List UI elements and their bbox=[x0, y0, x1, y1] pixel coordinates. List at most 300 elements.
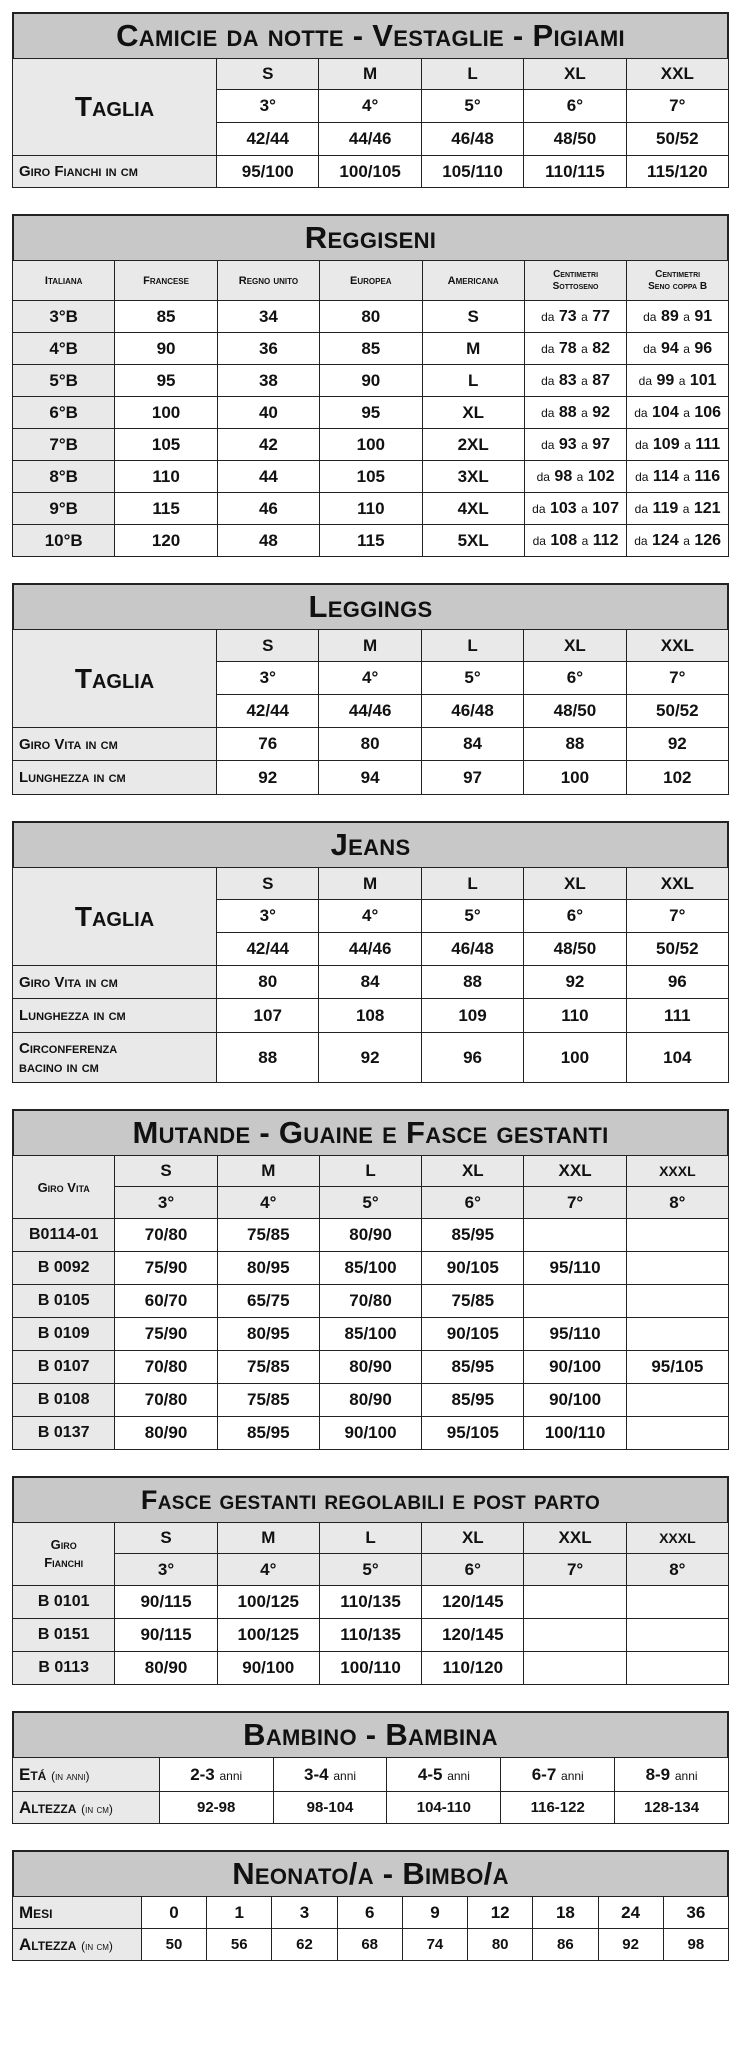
da-word: da bbox=[634, 405, 648, 420]
size-table bbox=[12, 867, 729, 1083]
section-reggiseni bbox=[12, 214, 729, 557]
section-jeans bbox=[12, 821, 729, 1083]
a-word: a bbox=[581, 373, 588, 388]
bra-row bbox=[13, 525, 729, 557]
age-cell bbox=[387, 1758, 501, 1792]
section-title: Fasce gestanti regolabili e post parto bbox=[12, 1476, 729, 1522]
it-size-cell: 8°B bbox=[13, 461, 115, 493]
range-to: 92 bbox=[592, 403, 611, 421]
value-cell: 100/125 bbox=[217, 1586, 319, 1619]
month-cell: 0 bbox=[141, 1897, 206, 1929]
taglia-label: Taglia bbox=[13, 630, 217, 728]
col-header: Italiana bbox=[13, 261, 115, 301]
section-neonato bbox=[12, 1850, 729, 1961]
a-word: a bbox=[683, 533, 690, 548]
value-cell: 88 bbox=[524, 728, 626, 761]
it-size-cell: 4° bbox=[319, 662, 421, 695]
it-size-cell: 4° bbox=[217, 1554, 319, 1586]
value-cell: 80/90 bbox=[115, 1652, 217, 1685]
product-code: B 0107 bbox=[13, 1351, 115, 1384]
it-size-cell: 6° bbox=[524, 662, 626, 695]
product-code: B 0151 bbox=[13, 1619, 115, 1652]
value-cell: XL bbox=[422, 397, 524, 429]
value-cell: 84 bbox=[421, 728, 523, 761]
code-size-table bbox=[12, 1522, 729, 1685]
size-cell: XL bbox=[524, 868, 626, 900]
bra-table bbox=[12, 260, 729, 557]
height-cell: 116-122 bbox=[501, 1792, 615, 1824]
value-cell: 120/145 bbox=[422, 1619, 524, 1652]
range-cell bbox=[524, 365, 626, 397]
taglia-label: Taglia bbox=[13, 868, 217, 966]
value-cell: 34 bbox=[217, 301, 319, 333]
range-to: 126 bbox=[694, 531, 722, 549]
height-cell: 74 bbox=[402, 1929, 467, 1961]
product-code: B 0105 bbox=[13, 1285, 115, 1318]
size-cell: XXXL bbox=[626, 1156, 728, 1187]
anni-unit: anni bbox=[674, 1768, 698, 1783]
section-title: Camicie da notte - Vestaglie - Pigiami bbox=[12, 12, 729, 58]
size-cell: XXXL bbox=[626, 1523, 728, 1554]
anni-unit: anni bbox=[561, 1768, 584, 1783]
value-cell: 85/95 bbox=[422, 1219, 524, 1252]
size-cell: M bbox=[319, 630, 421, 662]
size-cell: XXL bbox=[524, 1156, 626, 1187]
month-cell: 3 bbox=[272, 1897, 337, 1929]
header-line: Sottoseno bbox=[552, 280, 599, 292]
value-cell: 115/120 bbox=[626, 156, 728, 188]
range-from: 108 bbox=[550, 531, 578, 549]
it-size-cell: 4° bbox=[319, 900, 421, 933]
label-main: Altezza bbox=[19, 1797, 77, 1817]
eu-size-cell: 46/48 bbox=[421, 695, 523, 728]
eu-size-cell: 44/46 bbox=[319, 695, 421, 728]
row-label: Giro Vita in cm bbox=[13, 966, 217, 999]
bra-row bbox=[13, 461, 729, 493]
value-cell bbox=[626, 1219, 728, 1252]
range-cell bbox=[524, 397, 626, 429]
range-from: 88 bbox=[558, 403, 577, 421]
range-from: 94 bbox=[660, 339, 679, 357]
range-cell bbox=[524, 333, 626, 365]
value-cell: M bbox=[422, 333, 524, 365]
it-size-cell: 5° bbox=[421, 90, 523, 123]
value-cell: 46 bbox=[217, 493, 319, 525]
code-row bbox=[13, 1351, 729, 1384]
value-cell: 94 bbox=[319, 761, 421, 795]
section-leggings bbox=[12, 583, 729, 795]
row-label: Giro Fianchi in cm bbox=[13, 156, 217, 188]
product-code: B 0109 bbox=[13, 1318, 115, 1351]
size-table bbox=[12, 629, 729, 795]
a-word: a bbox=[581, 437, 588, 452]
value-cell: 102 bbox=[626, 761, 728, 795]
age-value: 2-3 bbox=[190, 1764, 215, 1784]
label-line: bacino in cm bbox=[19, 1058, 99, 1076]
value-cell: 109 bbox=[421, 999, 523, 1033]
it-size-cell: 6° bbox=[422, 1187, 524, 1219]
it-size-cell: 7°B bbox=[13, 429, 115, 461]
range-cell bbox=[524, 461, 626, 493]
range-cell bbox=[627, 365, 729, 397]
value-cell: 60/70 bbox=[115, 1285, 217, 1318]
height-cell: 104-110 bbox=[387, 1792, 501, 1824]
month-cell: 6 bbox=[337, 1897, 402, 1929]
value-cell: 95/105 bbox=[626, 1351, 728, 1384]
row-label-mesi: Mesi bbox=[13, 1897, 142, 1929]
product-code: B 0092 bbox=[13, 1252, 115, 1285]
value-cell: 75/85 bbox=[422, 1285, 524, 1318]
value-cell bbox=[626, 1384, 728, 1417]
range-cell bbox=[524, 525, 626, 557]
value-cell: 100/125 bbox=[217, 1619, 319, 1652]
value-cell: 107 bbox=[217, 999, 319, 1033]
da-word: da bbox=[541, 341, 555, 356]
range-from: 89 bbox=[660, 307, 679, 325]
value-cell: 110/120 bbox=[422, 1652, 524, 1685]
value-cell: 80 bbox=[319, 728, 421, 761]
anni-unit: anni bbox=[219, 1768, 243, 1783]
size-cell: M bbox=[217, 1523, 319, 1554]
value-cell: 96 bbox=[421, 1033, 523, 1083]
value-cell: 85/100 bbox=[319, 1252, 421, 1285]
eu-size-cell: 44/46 bbox=[319, 933, 421, 966]
header-line: Centimetri bbox=[655, 268, 701, 280]
age-value: 3-4 bbox=[304, 1764, 329, 1784]
value-cell: 105 bbox=[115, 429, 217, 461]
section-camicie bbox=[12, 12, 729, 188]
bra-row bbox=[13, 429, 729, 461]
da-word: da bbox=[536, 469, 550, 484]
a-word: a bbox=[581, 533, 589, 548]
da-word: da bbox=[532, 501, 546, 516]
range-cell bbox=[627, 429, 729, 461]
product-code: B 0108 bbox=[13, 1384, 115, 1417]
size-cell: XL bbox=[524, 630, 626, 662]
it-size-cell: 7° bbox=[524, 1187, 626, 1219]
col-header: Regno unito bbox=[217, 261, 319, 301]
eu-size-cell: 50/52 bbox=[626, 695, 728, 728]
eu-size-cell: 42/44 bbox=[217, 933, 319, 966]
range-from: 98 bbox=[554, 467, 573, 485]
size-cell: XXL bbox=[626, 868, 728, 900]
eu-size-cell: 48/50 bbox=[524, 933, 626, 966]
section-title: Reggiseni bbox=[12, 214, 729, 260]
value-cell: 95 bbox=[320, 397, 422, 429]
code-row bbox=[13, 1252, 729, 1285]
range-to: 91 bbox=[694, 307, 713, 325]
label-line: Circonferenza bbox=[19, 1039, 118, 1057]
value-cell: L bbox=[422, 365, 524, 397]
a-word: a bbox=[683, 309, 690, 324]
section-title: Bambino - Bambina bbox=[12, 1711, 729, 1757]
section-title: Neonato/a - Bimbo/a bbox=[12, 1850, 729, 1896]
height-cell: 56 bbox=[207, 1929, 272, 1961]
value-cell: 80/90 bbox=[319, 1384, 421, 1417]
a-word: a bbox=[581, 341, 588, 356]
bra-row bbox=[13, 365, 729, 397]
value-cell: 115 bbox=[320, 525, 422, 557]
age-cell bbox=[501, 1758, 615, 1792]
it-size-cell: 3° bbox=[115, 1554, 217, 1586]
value-cell: 80/90 bbox=[319, 1351, 421, 1384]
da-word: da bbox=[541, 309, 555, 324]
value-cell: 75/85 bbox=[217, 1351, 319, 1384]
it-size-cell: 3° bbox=[217, 900, 319, 933]
label-main: Altezza bbox=[19, 1934, 77, 1954]
value-cell: 100 bbox=[524, 761, 626, 795]
month-cell: 9 bbox=[402, 1897, 467, 1929]
value-cell: 85/95 bbox=[217, 1417, 319, 1450]
eu-size-cell: 46/48 bbox=[421, 933, 523, 966]
value-cell: 5XL bbox=[422, 525, 524, 557]
range-to: 96 bbox=[694, 339, 713, 357]
value-cell: 75/90 bbox=[115, 1252, 217, 1285]
row-label: Giro Vita in cm bbox=[13, 728, 217, 761]
code-row bbox=[13, 1619, 729, 1652]
size-cell: M bbox=[217, 1156, 319, 1187]
value-cell: 90/100 bbox=[524, 1384, 626, 1417]
row-label-eta bbox=[13, 1758, 160, 1792]
value-cell: 44 bbox=[217, 461, 319, 493]
it-size-cell: 8° bbox=[626, 1554, 728, 1586]
height-cell: 92-98 bbox=[159, 1792, 273, 1824]
height-cell: 86 bbox=[533, 1929, 598, 1961]
range-to: 112 bbox=[592, 531, 619, 549]
size-cell: L bbox=[319, 1156, 421, 1187]
it-size-cell: 6° bbox=[524, 900, 626, 933]
value-cell: 100/110 bbox=[524, 1417, 626, 1450]
it-size-cell: 4° bbox=[217, 1187, 319, 1219]
bra-row bbox=[13, 493, 729, 525]
range-from: 93 bbox=[558, 435, 577, 453]
value-cell bbox=[626, 1252, 728, 1285]
eu-size-cell: 42/44 bbox=[217, 123, 319, 156]
size-cell: XL bbox=[524, 59, 626, 90]
a-word: a bbox=[684, 437, 691, 452]
value-cell: 48 bbox=[217, 525, 319, 557]
a-word: a bbox=[581, 405, 588, 420]
value-cell: 90/100 bbox=[319, 1417, 421, 1450]
range-from: 99 bbox=[656, 371, 675, 389]
section-mutande bbox=[12, 1109, 729, 1450]
value-cell: 90/105 bbox=[422, 1318, 524, 1351]
da-word: da bbox=[532, 533, 546, 548]
value-cell: 80 bbox=[217, 966, 319, 999]
label-unit: (in anni) bbox=[51, 1768, 90, 1783]
value-cell: 120/145 bbox=[422, 1586, 524, 1619]
range-to: 121 bbox=[693, 499, 721, 517]
range-cell bbox=[627, 493, 729, 525]
height-cell: 128-134 bbox=[615, 1792, 729, 1824]
label-line: Fianchi bbox=[44, 1555, 84, 1570]
value-cell: 90/105 bbox=[422, 1252, 524, 1285]
section-title: Leggings bbox=[12, 583, 729, 629]
value-cell: 80/95 bbox=[217, 1252, 319, 1285]
value-cell: 76 bbox=[217, 728, 319, 761]
value-cell: 36 bbox=[217, 333, 319, 365]
product-code: B 0113 bbox=[13, 1652, 115, 1685]
value-cell: 85 bbox=[115, 301, 217, 333]
value-cell: 80/95 bbox=[217, 1318, 319, 1351]
it-size-cell: 5° bbox=[319, 1187, 421, 1219]
da-word: da bbox=[541, 405, 555, 420]
it-size-cell: 10°B bbox=[13, 525, 115, 557]
value-cell: 80 bbox=[320, 301, 422, 333]
code-size-table bbox=[12, 1155, 729, 1450]
eu-size-cell: 42/44 bbox=[217, 695, 319, 728]
size-cell: XL bbox=[422, 1156, 524, 1187]
range-cell bbox=[627, 397, 729, 429]
it-size-cell: 3° bbox=[115, 1187, 217, 1219]
range-to: 101 bbox=[689, 371, 717, 389]
it-size-cell: 6° bbox=[422, 1554, 524, 1586]
value-cell: 97 bbox=[421, 761, 523, 795]
bra-row bbox=[13, 397, 729, 429]
value-cell: 110 bbox=[115, 461, 217, 493]
range-to: 116 bbox=[694, 467, 721, 485]
a-word: a bbox=[678, 373, 686, 388]
a-word: a bbox=[581, 309, 588, 324]
anni-unit: anni bbox=[333, 1768, 357, 1783]
value-cell: 108 bbox=[319, 999, 421, 1033]
value-cell bbox=[524, 1586, 626, 1619]
size-cell: L bbox=[421, 630, 523, 662]
code-row bbox=[13, 1318, 729, 1351]
value-cell: 2XL bbox=[422, 429, 524, 461]
value-cell: 90/100 bbox=[217, 1652, 319, 1685]
value-cell: 110 bbox=[524, 999, 626, 1033]
month-cell: 12 bbox=[468, 1897, 533, 1929]
range-cell bbox=[627, 301, 729, 333]
bra-row bbox=[13, 301, 729, 333]
size-cell: L bbox=[319, 1523, 421, 1554]
value-cell: 85/95 bbox=[422, 1351, 524, 1384]
age-value: 8-9 bbox=[645, 1764, 671, 1784]
da-word: da bbox=[635, 469, 649, 484]
value-cell: 120 bbox=[115, 525, 217, 557]
range-to: 97 bbox=[592, 435, 611, 453]
value-cell bbox=[524, 1619, 626, 1652]
it-size-cell: 8° bbox=[626, 1187, 728, 1219]
giro-label: Giro Vita bbox=[13, 1156, 115, 1219]
size-cell: S bbox=[217, 59, 319, 90]
eu-size-cell: 44/46 bbox=[319, 123, 421, 156]
label-line: Giro bbox=[50, 1537, 77, 1552]
value-cell: 80/90 bbox=[115, 1417, 217, 1450]
kids-table bbox=[12, 1757, 729, 1824]
value-cell: 84 bbox=[319, 966, 421, 999]
range-from: 109 bbox=[652, 435, 680, 453]
it-size-cell: 6° bbox=[524, 90, 626, 123]
value-cell: S bbox=[422, 301, 524, 333]
code-row bbox=[13, 1219, 729, 1252]
value-cell: 3XL bbox=[422, 461, 524, 493]
value-cell: 70/80 bbox=[115, 1351, 217, 1384]
height-cell: 68 bbox=[337, 1929, 402, 1961]
it-size-cell: 7° bbox=[626, 662, 728, 695]
value-cell: 100/110 bbox=[319, 1652, 421, 1685]
da-word: da bbox=[634, 501, 649, 516]
value-cell: 92 bbox=[319, 1033, 421, 1083]
eu-size-cell: 46/48 bbox=[421, 123, 523, 156]
value-cell: 104 bbox=[626, 1033, 728, 1083]
height-cell: 98-104 bbox=[273, 1792, 387, 1824]
value-cell: 100 bbox=[524, 1033, 626, 1083]
a-word: a bbox=[581, 501, 588, 516]
value-cell: 90 bbox=[115, 333, 217, 365]
size-cell: L bbox=[421, 59, 523, 90]
range-cell bbox=[524, 429, 626, 461]
label-unit: (in cm) bbox=[81, 1801, 113, 1816]
col-header-sottoseno bbox=[524, 261, 626, 301]
height-cell: 80 bbox=[468, 1929, 533, 1961]
age-cell bbox=[273, 1758, 387, 1792]
range-cell bbox=[524, 493, 626, 525]
it-size-cell: 7° bbox=[626, 900, 728, 933]
size-cell: S bbox=[217, 630, 319, 662]
baby-table bbox=[12, 1896, 729, 1961]
it-size-cell: 5° bbox=[319, 1554, 421, 1586]
value-cell: 40 bbox=[217, 397, 319, 429]
a-word: a bbox=[683, 469, 690, 484]
value-cell bbox=[524, 1652, 626, 1685]
range-to: 102 bbox=[587, 467, 615, 485]
eu-size-cell: 48/50 bbox=[524, 123, 626, 156]
col-header: Francese bbox=[115, 261, 217, 301]
value-cell bbox=[626, 1417, 728, 1450]
height-cell: 50 bbox=[141, 1929, 206, 1961]
code-row bbox=[13, 1652, 729, 1685]
size-cell: XXL bbox=[626, 59, 728, 90]
row-label-altezza bbox=[13, 1929, 142, 1961]
it-size-cell: 3° bbox=[217, 90, 319, 123]
it-size-cell: 7° bbox=[524, 1554, 626, 1586]
height-cell: 98 bbox=[663, 1929, 728, 1961]
range-to: 87 bbox=[592, 371, 611, 389]
month-cell: 18 bbox=[533, 1897, 598, 1929]
label-main: Etá bbox=[19, 1764, 47, 1784]
value-cell: 80/90 bbox=[319, 1219, 421, 1252]
size-cell: S bbox=[115, 1156, 217, 1187]
a-word: a bbox=[683, 341, 690, 356]
range-cell bbox=[627, 525, 729, 557]
range-cell bbox=[627, 461, 729, 493]
it-size-cell: 4° bbox=[319, 90, 421, 123]
section-bambino bbox=[12, 1711, 729, 1824]
value-cell: 110/135 bbox=[319, 1586, 421, 1619]
size-cell: XXL bbox=[524, 1523, 626, 1554]
value-cell: 95 bbox=[115, 365, 217, 397]
row-label-bacino bbox=[13, 1033, 217, 1083]
row-label: Lunghezza in cm bbox=[13, 761, 217, 795]
code-row bbox=[13, 1586, 729, 1619]
code-row bbox=[13, 1417, 729, 1450]
label-unit: (in cm) bbox=[81, 1938, 113, 1953]
anni-unit: anni bbox=[447, 1768, 470, 1783]
a-word: a bbox=[682, 501, 690, 516]
value-cell: 115 bbox=[115, 493, 217, 525]
value-cell bbox=[626, 1285, 728, 1318]
bra-row bbox=[13, 333, 729, 365]
value-cell: 90 bbox=[320, 365, 422, 397]
value-cell: 90/100 bbox=[524, 1351, 626, 1384]
it-size-cell: 5°B bbox=[13, 365, 115, 397]
value-cell bbox=[524, 1285, 626, 1318]
header-line: Seno coppa B bbox=[648, 280, 708, 292]
size-cell: XL bbox=[422, 1523, 524, 1554]
eu-size-cell: 50/52 bbox=[626, 123, 728, 156]
